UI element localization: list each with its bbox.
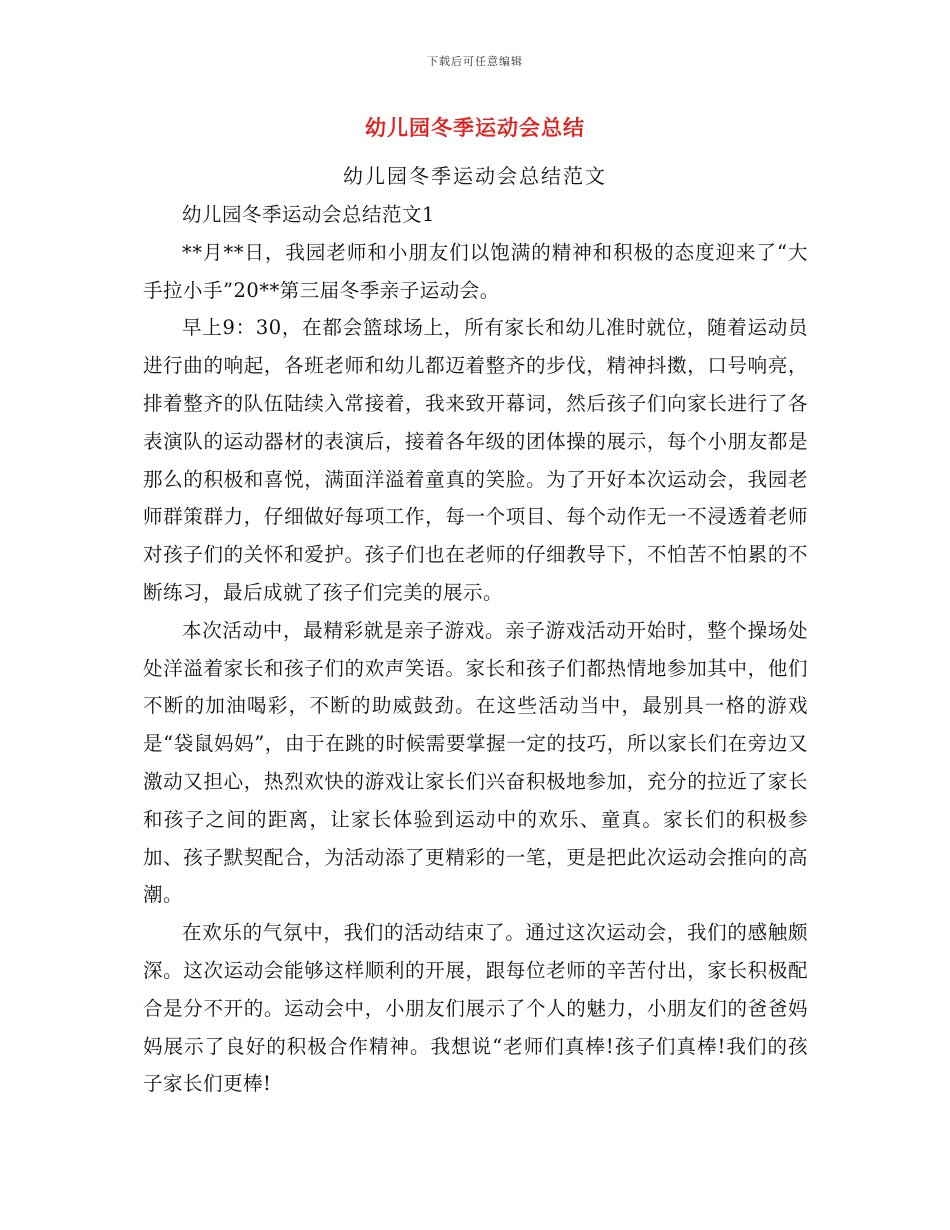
document-body [143,196,808,1103]
paragraph: 在欢乐的气氛中，我们的活动结束了。通过这次运动会，我们的感触颇深。这次运动会能够这样顺利的开展，跟每位老师的辛苦付出，家长积极配合是分不开的。运动会中，小朋友们展示了个人的魅力，小朋友们的爸爸妈妈展示了良好的积极合作精神。我想说“老师们真棒!孩子们真棒!我们的孩子家长们更棒! [143,921,808,1096]
header-note: 下载后可任意编辑 [427,55,523,68]
paragraph: **月**日，我园老师和小朋友们以饱满的精神和积极的态度迎来了“大手拉小手”20**第三届冬季亲子运动会。 [143,240,808,302]
document-subtitle: 幼儿园冬季运动会总结范文 [343,164,607,188]
section-heading: 幼儿园冬季运动会总结范文1 [182,203,435,226]
paragraph: 早上9：30，在都会篮球场上，所有家长和幼儿准时就位，随着运动员进行曲的响起，各班老师和幼儿都迈着整齐的步伐，精神抖擞，口号响亮，排着整齐的队伍陆续入常接着，我来致开幕词，然后孩子们向家长进行了各表演队的运动器材的表演后，接着各年级的团体操的展示，每个小朋友都是那么的积极和喜悦，满面洋溢着童真的笑脸。为了开好本次运动会，我园老师群策群力，仔细做好每项工作，每一个项目、每个动作无一不浸透着老师对孩子们的关怀和爱护。孩子们也在老师的仔细教导下，不怕苦不怕累的不断练习，最后成就了孩子们完美的展示。 [143,316,808,604]
paragraph: 本次活动中，最精彩就是亲子游戏。亲子游戏活动开始时，整个操场处处洋溢着家长和孩子们的欢声笑语。家长和孩子们都热情地参加其中，他们不断的加油喝彩，不断的助威鼓劲。在这些活动当中，最别具一格的游戏是“袋鼠妈妈”，由于在跳的时候需要掌握一定的技巧，所以家长们在旁边又激动又担心，热烈欢快的游戏让家长们兴奋积极地参加，充分的拉近了家长和孩子之间的距离，让家长体验到运动中的欢乐、童真。家长们的积极参加、孩子默契配合，为活动添了更精彩的一笔，更是把此次运动会推向的高潮。 [143,618,808,907]
document-title: 幼儿园冬季运动会总结 [365,116,585,140]
